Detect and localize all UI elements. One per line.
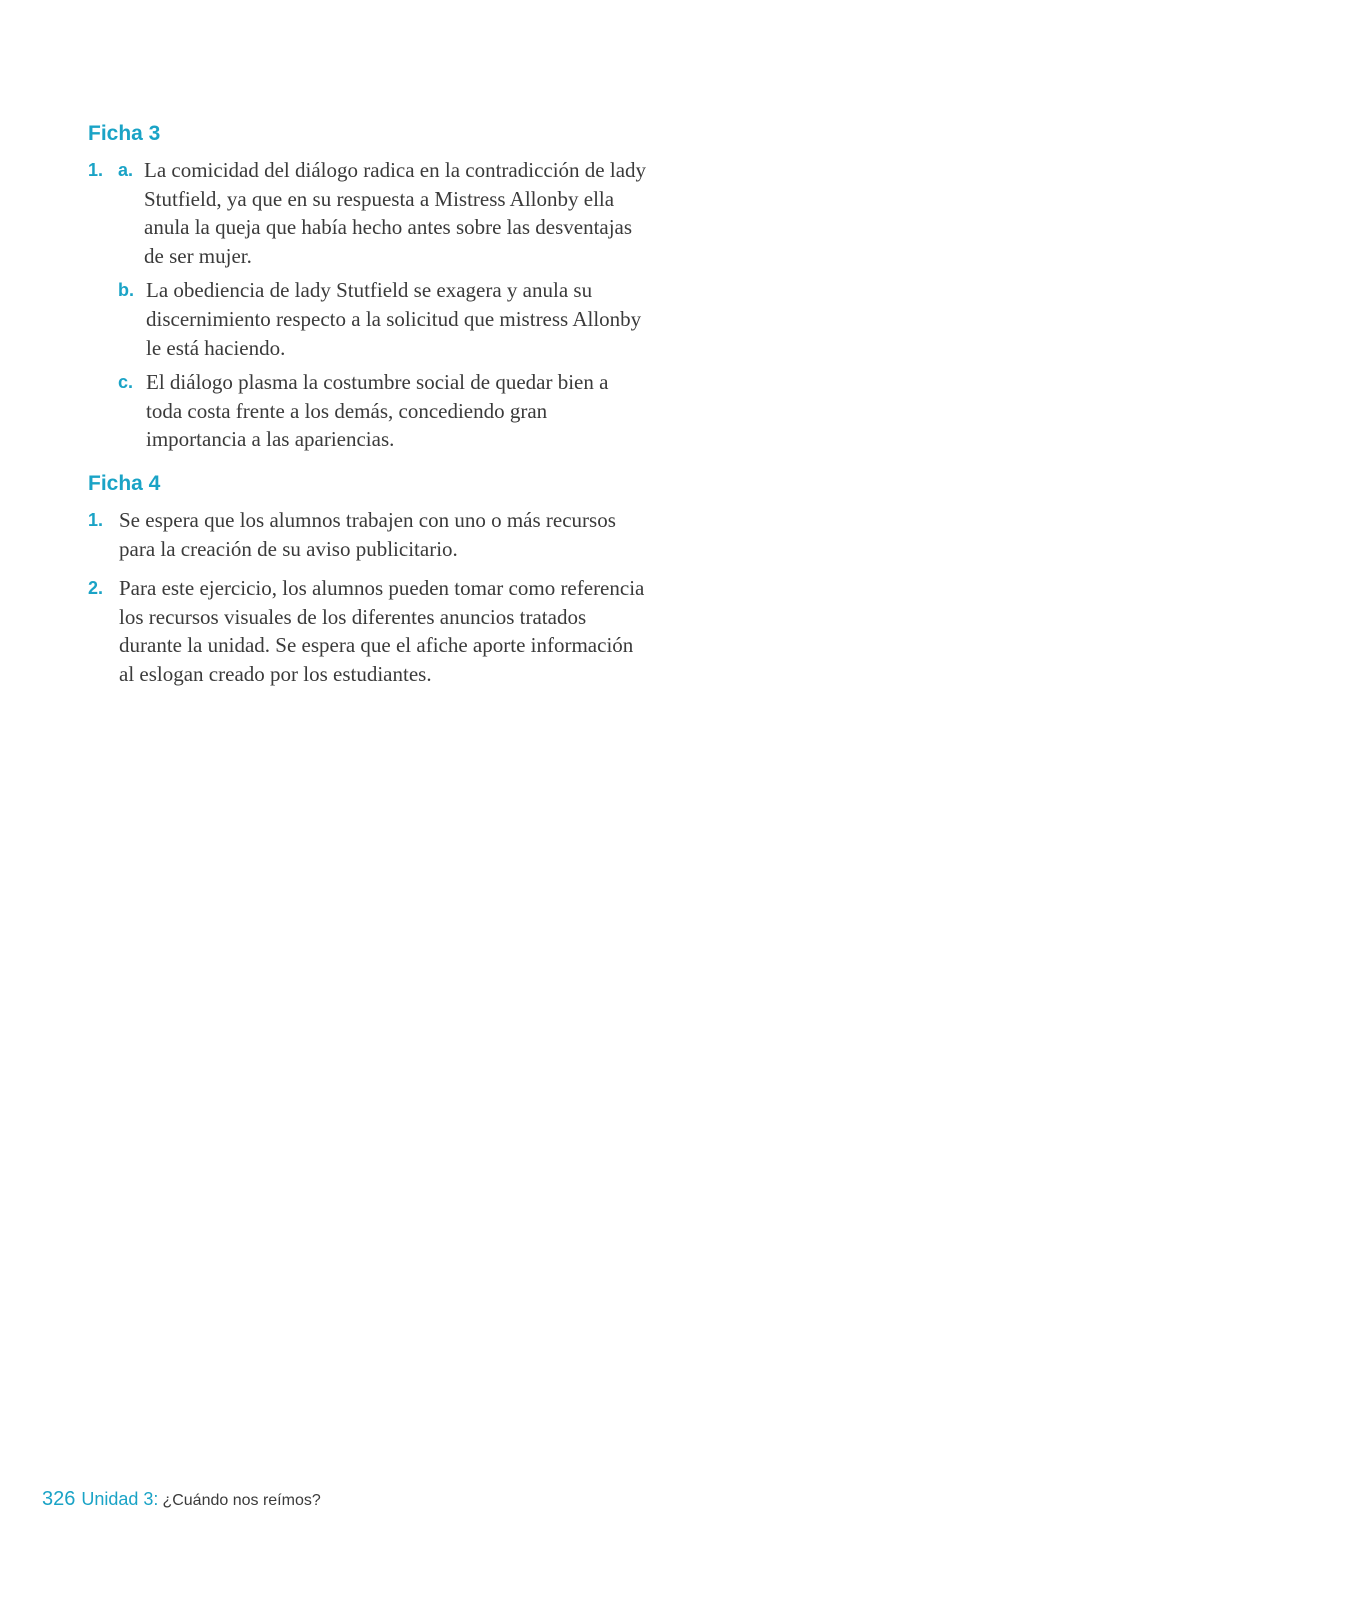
ficha-3-item-1a <box>88 156 648 270</box>
item-text: La obediencia de lady Stutfield se exagera y anula su discernimiento respecto a la solicitud que mistress Allonby le está haciendo. <box>146 278 642 360</box>
answer-key-column <box>88 118 648 700</box>
item-number: 2. <box>88 578 104 599</box>
page-number: 326 <box>42 1488 76 1510</box>
item-number: 1. <box>88 509 104 530</box>
item-text: La comicidad del diálogo radica en la contradicción de lady Stutfield, ya que en su respuesta a Mistress Allonby ella anula la queja que había hecho antes sobre las desventajas de ser mujer. <box>144 158 647 268</box>
item-text: Para este ejercicio, los alumnos pueden tomar como referencia los recursos visuales de los diferentes anuncios tratados durante la unidad. Se espera que el afiche aporte información al eslogan creado por los estudiantes. <box>119 576 645 686</box>
item-letter: c. <box>118 372 134 393</box>
ficha-4-item-1 <box>88 506 648 563</box>
unit-label: Unidad 3: <box>81 1489 159 1509</box>
ficha-3-heading: Ficha 3 <box>88 122 161 145</box>
page-footer <box>42 1488 321 1511</box>
item-number: 1. <box>88 160 104 180</box>
unit-title: ¿Cuándo nos reímos? <box>162 1492 321 1509</box>
item-text: Se espera que los alumnos trabajen con uno o más recursos para la creación de su aviso publicitario. <box>119 507 616 561</box>
ficha-3-item-1c <box>88 368 648 454</box>
ficha-4-item-2 <box>88 574 648 688</box>
item-letter: b. <box>118 280 134 301</box>
item-letter: a. <box>118 160 134 180</box>
ficha-3-item-1b <box>88 276 648 362</box>
ficha-4-heading: Ficha 4 <box>88 471 161 495</box>
item-text: El diálogo plasma la costumbre social de quedar bien a toda costa frente a los demás, concediendo gran importancia a las apariencias. <box>146 370 609 452</box>
